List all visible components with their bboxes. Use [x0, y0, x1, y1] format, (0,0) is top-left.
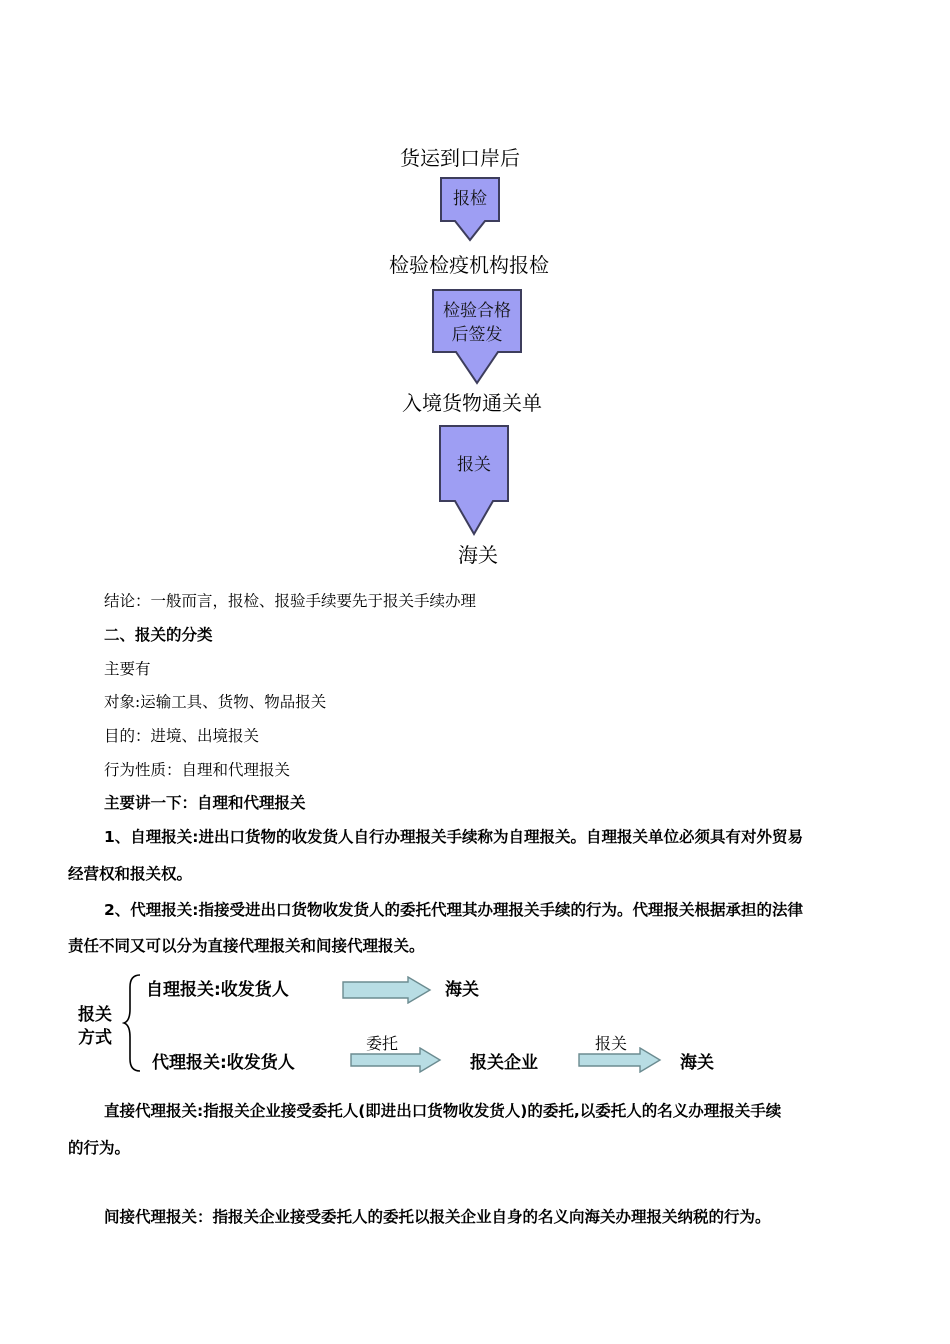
focus-text: 主要讲一下：自理和代理报关 [104, 794, 306, 812]
agent-declaration-text: 责任不同又可以分为直接代理报关和间接代理报关。 [68, 937, 425, 955]
declaration-method-diagram [0, 965, 950, 1080]
flow-arrow-label: 报检 [453, 189, 487, 209]
declare-label: 报关 [595, 1034, 628, 1053]
flow-step-customs: 海关 [458, 543, 498, 567]
flow-arrow-certificate [431, 288, 523, 386]
flow-arrow-label: 报关 [457, 455, 491, 475]
flow-step-inspection-agency: 检验检疫机构报检 [389, 253, 549, 277]
agent-company-label: 报关企业 [470, 1053, 538, 1073]
indirect-agent-text: 间接代理报关：指报关企业接受委托人的委托以报关企业自身的名义向海关办理报关纳税的行为。 [104, 1208, 771, 1226]
entrust-label: 委托 [366, 1034, 399, 1053]
self-target-customs: 海关 [445, 980, 479, 1000]
agent-declaration-label: 代理报关:收发货人 [152, 1053, 295, 1073]
flow-step-clearance-form: 入境货物通关单 [402, 391, 542, 415]
body-text: 行为性质：自理和代理报关 [104, 761, 291, 779]
flow-step-arrival: 货运到口岸后 [400, 146, 520, 170]
self-declaration-text: 经营权和报关权。 [68, 865, 193, 883]
diagram-root-label: 方式 [78, 1028, 112, 1048]
right-arrow-icon [342, 976, 432, 1004]
flow-arrow-label: 检验合格 [443, 301, 511, 321]
curly-brace-icon [122, 973, 142, 1073]
self-declaration-label: 自理报关:收发货人 [146, 980, 289, 1000]
flow-arrow-label: 后签发 [451, 325, 503, 345]
agent-declaration-text: 2、代理报关:指接受进出口货物收发货人的委托代理其办理报关手续的行为。代理报关根据承担的法律 [104, 901, 803, 919]
direct-agent-text: 直接代理报关:指报关企业接受委托人(即进出口货物收发货人)的委托,以委托人的名义办理报关手续 [104, 1102, 782, 1120]
body-text: 主要有 [104, 660, 151, 678]
flow-arrow-declaration [438, 425, 510, 537]
self-declaration-text: 1、自理报关:进出口货物的收发货人自行办理报关手续称为自理报关。自理报关单位必须具有对外贸易 [104, 828, 803, 846]
conclusion-text: 结论：一般而言，报检、报验手续要先于报关手续办理 [104, 592, 477, 610]
section-heading: 二、报关的分类 [104, 626, 213, 644]
right-arrow-icon [350, 1047, 442, 1073]
diagram-root-label: 报关 [78, 1005, 112, 1025]
direct-agent-text: 的行为。 [68, 1139, 131, 1157]
flow-arrow-inspection [439, 177, 501, 243]
right-arrow-icon [578, 1047, 662, 1073]
agent-target-customs: 海关 [680, 1053, 714, 1073]
body-text: 对象:运输工具、货物、物品报关 [104, 693, 327, 711]
down-arrow-icon [438, 425, 510, 537]
body-text: 目的：进境、出境报关 [104, 727, 260, 745]
